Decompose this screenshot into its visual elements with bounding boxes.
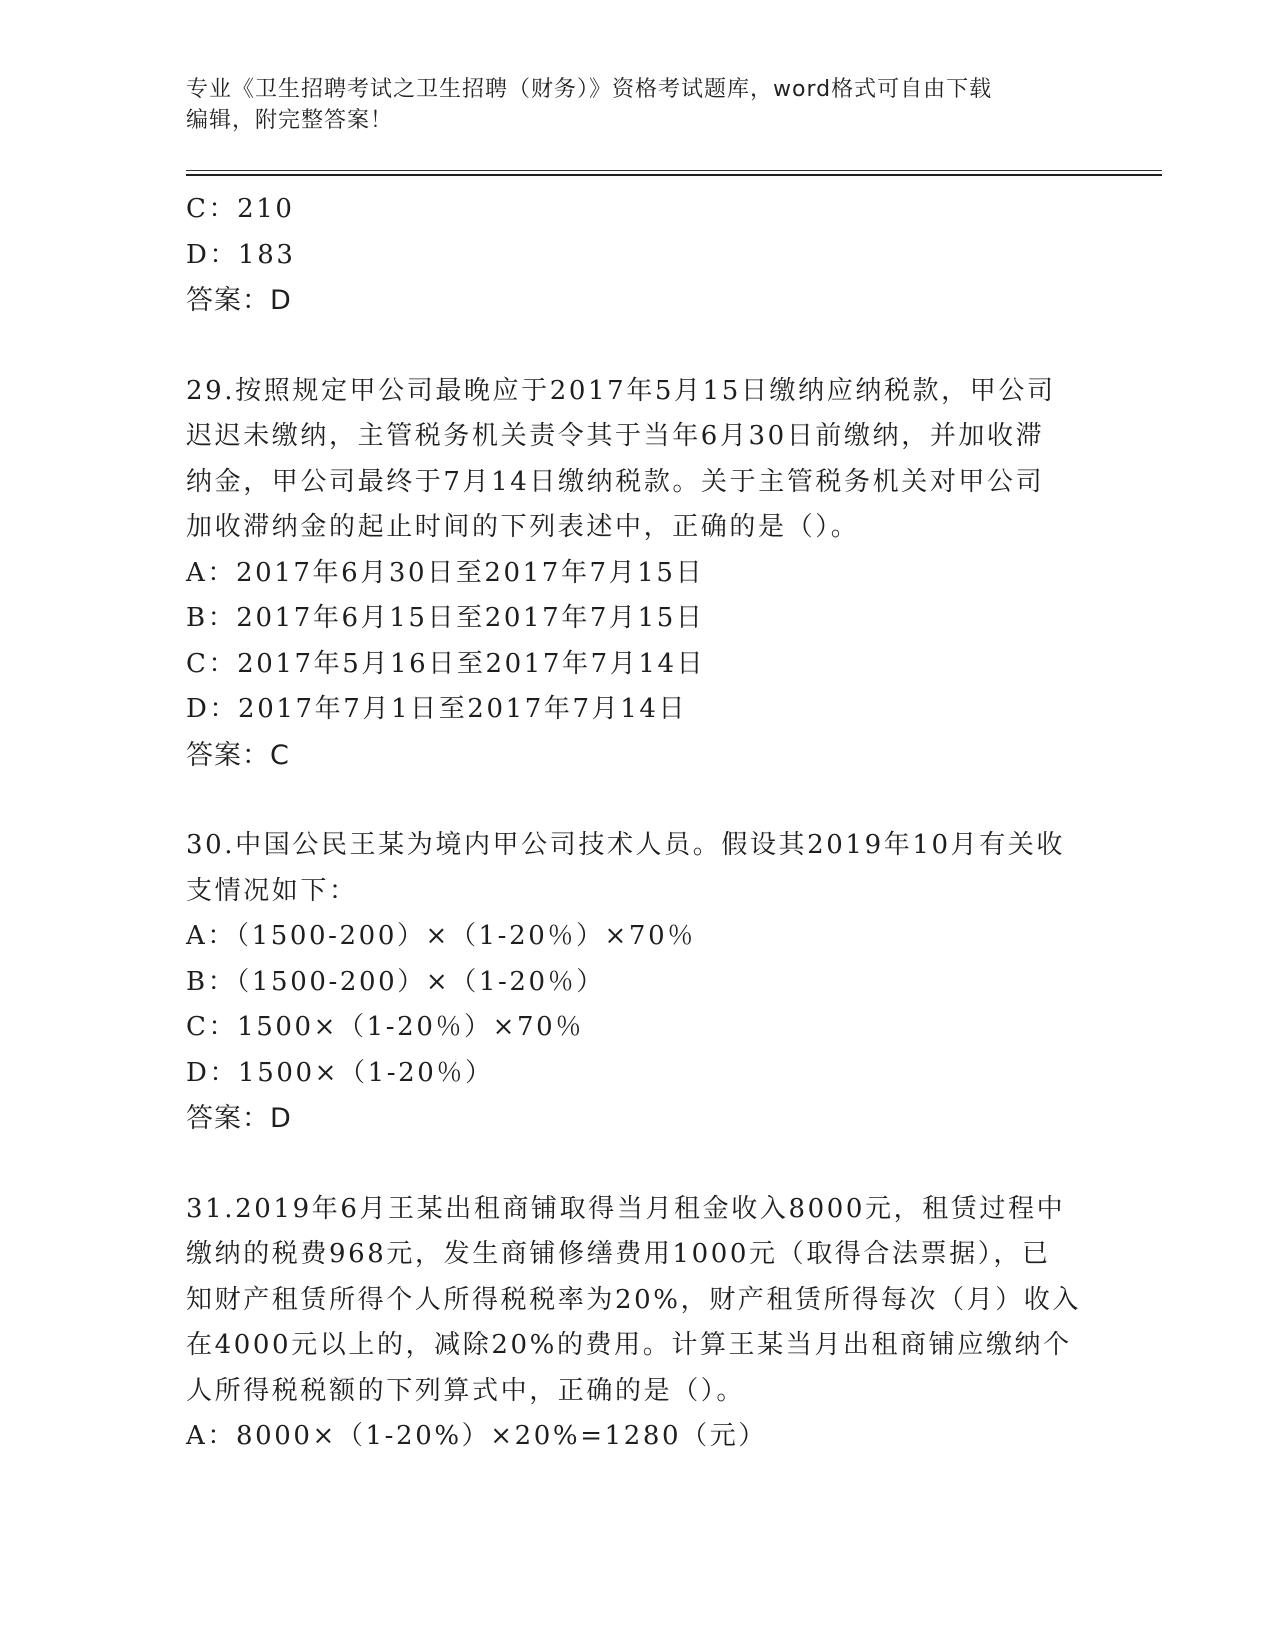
option-d: D：183	[186, 239, 296, 270]
option-c: C：2017年5月16日至2017年7月14日	[186, 648, 706, 679]
question-text-line: 31.2019年6月王某出租商铺取得当月租金收入8000元，租赁过程中	[186, 1193, 1066, 1224]
question-28	[186, 187, 1086, 324]
option-b: B：（1500-200）×（1-20％）	[186, 966, 605, 997]
option-c: C：1500×（1-20％）×70％	[186, 1012, 584, 1042]
question-text-line: 支情况如下：	[186, 875, 358, 906]
header-line-2: 编辑，附完整答案！	[186, 108, 394, 133]
spacer	[186, 324, 1086, 369]
question-text-line: 人所得税税额的下列算式中，正确的是（）。	[186, 1375, 746, 1406]
question-text-line: 缴纳的税费968元，发生商铺修缮费用1000元（取得合法票据），已	[186, 1239, 1051, 1269]
option-c: C：210	[186, 194, 295, 224]
option-d: D：2017年7月1日至2017年7月14日	[186, 694, 688, 724]
spacer	[186, 778, 1086, 823]
header-line-1: 专业《卫生招聘考试之卫生招聘（财务）》资格考试题库，word格式可自由下载	[186, 77, 993, 102]
question-text-line: 纳金，甲公司最终于7月14日缴纳税款。关于主管税务机关对甲公司	[186, 466, 1045, 497]
question-31	[186, 1187, 1086, 1460]
question-text-line: 加收滞纳金的起止时间的下列表述中，正确的是（）。	[186, 512, 860, 542]
spacer	[186, 1142, 1086, 1187]
question-text-line: 知财产租赁所得个人所得税税率为20%，财产租赁所得每次（月）收入	[186, 1284, 1081, 1315]
question-content	[186, 187, 1086, 1460]
option-a: A：（1500-200）×（1-20％）×70％	[186, 921, 696, 951]
question-30	[186, 823, 1086, 1142]
option-d: D：1500×（1-20％）	[186, 1057, 494, 1088]
answer: 答案：C	[186, 739, 290, 771]
question-text-line: 迟迟未缴纳，主管税务机关责令其于当年6月30日前缴纳，并加收滞	[186, 421, 1045, 451]
question-text-line: 29.按照规定甲公司最晚应于2017年5月15日缴纳应纳税款，甲公司	[186, 375, 1056, 406]
question-text-line: 30.中国公民王某为境内甲公司技术人员。假设其2019年10月有关收	[186, 830, 1066, 860]
option-a: A：8000×（1-20%）×20%=1280（元）	[186, 1421, 767, 1451]
question-text-line: 在4000元以上的，减除20%的费用。计算王某当月出租商铺应缴纳个	[186, 1330, 1072, 1360]
answer: 答案：D	[186, 285, 292, 316]
option-b: B：2017年6月15日至2017年7月15日	[186, 603, 705, 633]
header-rule-thin	[186, 170, 1162, 171]
header-rule-thick	[186, 174, 1162, 176]
answer: 答案：D	[186, 1103, 292, 1134]
option-a: A：2017年6月30日至2017年7月15日	[186, 557, 705, 588]
question-29	[186, 369, 1086, 779]
document-header	[186, 74, 1086, 136]
